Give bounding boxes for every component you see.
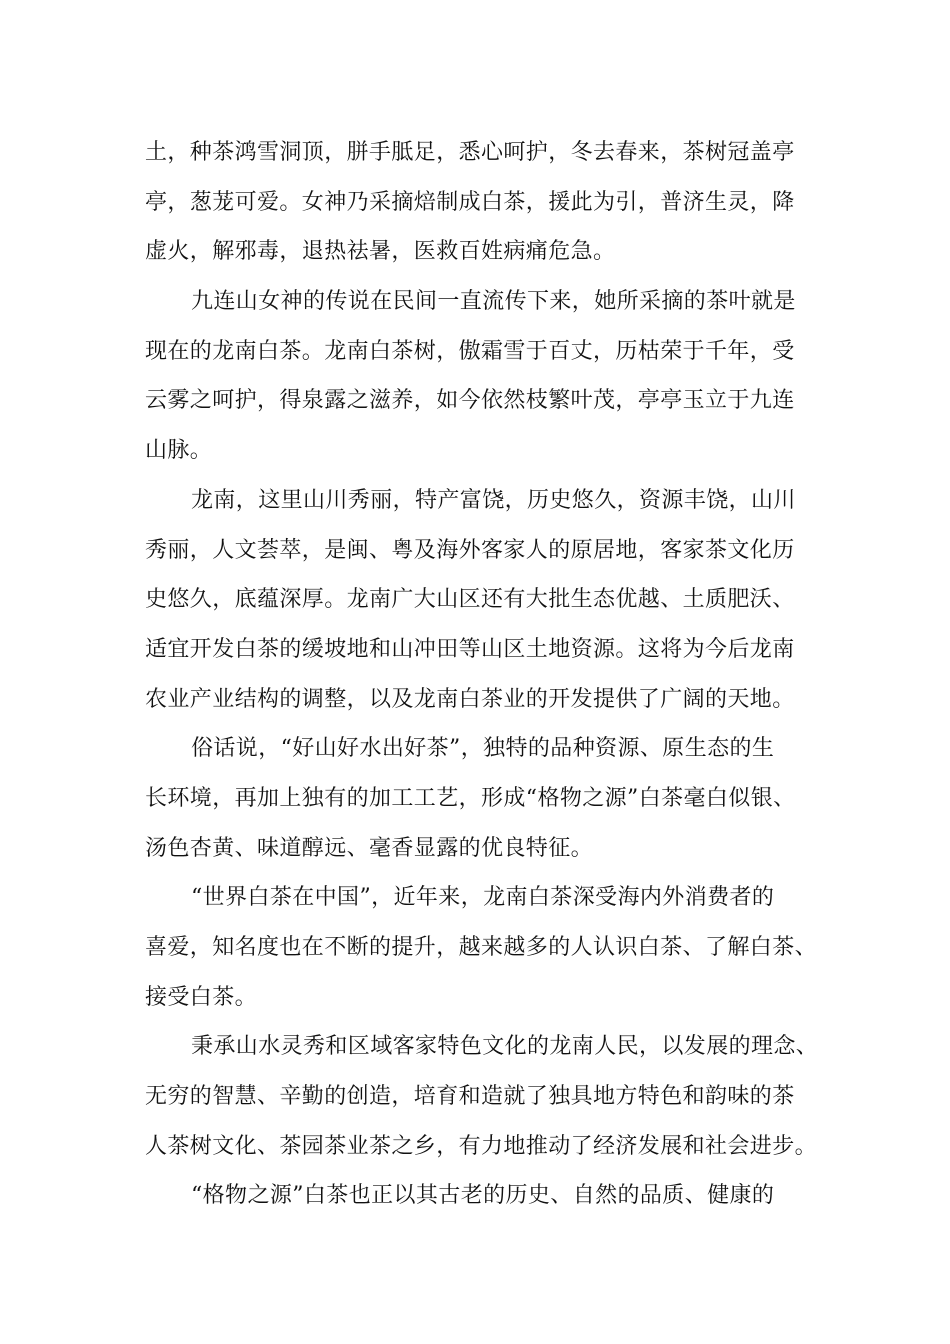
text-line: 山脉。 [145,438,213,464]
paragraph [145,873,825,1022]
text-line: 土，种茶鸿雪洞顶，胼手胝足，悉心呵护，冬去春来，茶树冠盖亭 [145,140,795,165]
paragraph [145,128,825,277]
text-line: 秀丽，人文荟萃，是闽、粤及海外客家人的原居地，客家茶文化历 [145,537,795,563]
text-line: 史悠久，底蕴深厚。龙南广大山区还有大批生态优越、土质肥沃、 [145,587,795,613]
text-line: 俗话说，“好山好水出好茶”，独特的品种资源、原生态的生 [191,736,775,762]
text-line: 虚火，解邪毒，退热祛暑，医救百姓病痛危急。 [145,239,616,265]
text-line: 喜爱，知名度也在不断的提升，越来越多的人认识白茶、了解白茶、 [145,935,818,960]
body-text [145,128,825,1221]
text-line: 云雾之呵护，得泉露之滋养，如今依然枝繁叶茂，亭亭玉立于九连 [145,388,795,414]
text-line: 亭，葱茏可爱。女神乃采摘焙制成白茶，援此为引，普济生灵，降 [145,189,795,215]
text-line: 龙南，这里山川秀丽，特产富饶，历史悠久，资源丰饶，山川 [191,487,796,513]
paragraph [145,1022,825,1171]
text-line: 秉承山水灵秀和区域客家特色文化的龙南人民，以发展的理念、 [191,1034,819,1060]
text-line: 九连山女神的传说在民间一直流传下来，她所采摘的茶叶就是 [191,289,796,315]
text-line: 接受白茶。 [145,984,258,1010]
text-line: 现在的龙南白茶。龙南白茶树，傲霜雪于百丈，历枯荣于千年，受 [145,338,795,364]
text-line: 人茶树文化、茶园茶业茶之乡，有力地推动了经济发展和社会进步。 [145,1133,818,1159]
text-line: “世界白茶在中国”，近年来，龙南白茶深受海内外消费者的 [191,885,775,911]
paragraph [145,476,825,724]
text-line: 无穷的智慧、辛勤的创造，培育和造就了独具地方特色和韵味的茶 [145,1084,795,1110]
text-line: 适宜开发白茶的缓坡地和山冲田等山区土地资源。这将为今后龙南 [145,636,795,662]
text-line: 长环境，再加上独有的加工工艺，形成“格物之源”白茶毫白似银、 [145,785,796,811]
text-line: “格物之源”白茶也正以其古老的历史、自然的品质、健康的 [191,1183,775,1209]
text-line: 农业产业结构的调整，以及龙南白茶业的开发提供了广阔的天地。 [145,686,795,712]
paragraph [145,1171,825,1221]
text-line: 汤色杏黄、味道醇远、毫香显露的优良特征。 [145,835,594,861]
paragraph [145,724,825,873]
paragraph [145,277,825,476]
